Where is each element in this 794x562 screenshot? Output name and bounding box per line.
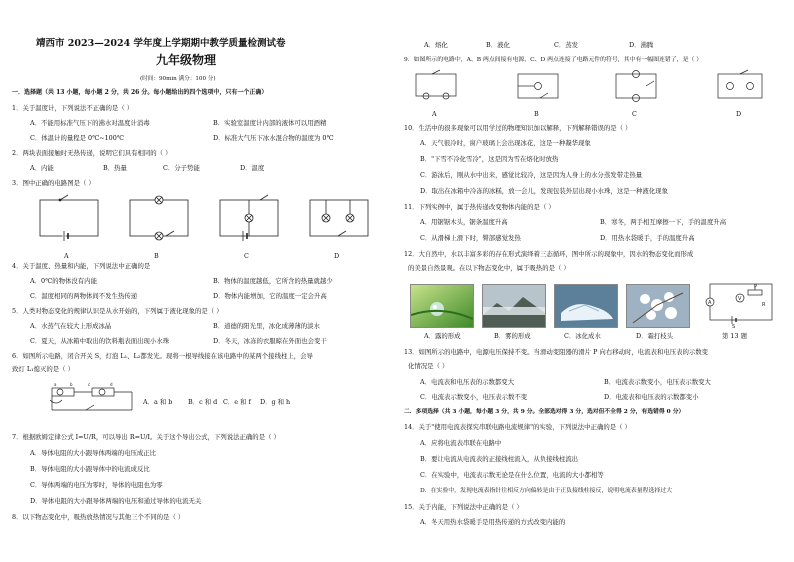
- dew-photo: [410, 284, 474, 328]
- q7-option-a: A．导体电阻的大小跟导体两端的电压成正比: [30, 449, 157, 457]
- q6-circuit-figure: [46, 378, 138, 418]
- q9-label-c: C: [632, 110, 637, 118]
- q3-circuit-figures: [38, 192, 378, 248]
- q12-stem: 12．大自然中，水以丰富多彩的存在形式演绎着三态循环，图中所示的现象中，因水的物态变化而形成: [404, 250, 694, 258]
- q4-option-b: B．物体的温度越低，它所含的热量就越少: [213, 277, 333, 285]
- q14-option-c: C．在实验中，电流表示数无论是在什么位置，电流的大小都相等: [420, 471, 604, 479]
- exam-meta: (时间：90min 满分：100 分): [140, 76, 216, 82]
- q5-option-b: B．道德的阳光里，冰化成薄薄的淡水: [213, 322, 320, 330]
- svg-text:S: S: [732, 324, 736, 328]
- q6-option-c: C．e 和 f: [223, 398, 251, 406]
- svg-text:V: V: [738, 296, 742, 302]
- q8-option-b: B．液化: [486, 41, 510, 49]
- q8-option-a: A．熔化: [424, 41, 448, 49]
- q9-label-a: A: [432, 110, 437, 118]
- q14-option-a: A．应将电流表串联在电路中: [420, 439, 502, 447]
- q1-stem: 1．关于温度计，下列说法不正确的是（ ）: [12, 104, 134, 112]
- q6-stem: 6．如图所示电路，闭合开关 S，灯泡 L₁、L₂都发光。现将一根导线接在该电路中的某两个接线柱上，会导: [12, 352, 313, 360]
- svg-text:A: A: [708, 300, 712, 306]
- q10-option-b: B．"下雪不冷化雪冷"，这是因为雪在熔化时放热: [420, 155, 559, 163]
- q11-option-b: B．寒冬，两手相互摩擦一下，手的温度升高: [600, 218, 727, 226]
- q12-stem-cont: 的美景自然景观。在以下物态变化中，属于吸热的是（ ）: [408, 264, 570, 272]
- q15-stem: 15．关于内能，下列说法中正确的是（ ）: [404, 503, 523, 511]
- q8-option-d: D．沸腾: [629, 41, 654, 49]
- section2-heading: 二．多项选择（共 3 小题，每小题 3 分，共 9 分。全部选对得 3 分，选对但不全得 2 分，有选错得 0 分）: [404, 409, 685, 415]
- q2-stem: 2．两块表面接触时无热传递，说明它们具有相同的（ ）: [12, 149, 172, 157]
- q6-option-d: D．g 和 h: [260, 398, 291, 406]
- q2-option-a: A．内能: [30, 164, 54, 172]
- q11-option-a: A．用锯锯木头，锯条温度升高: [420, 218, 508, 226]
- q9-stem: 9．如图所示的电路中，A、B 两点间接有电源，C、D 两点连接了电路元件的符号，其中有一幅图连错了，是（ ）: [404, 57, 703, 63]
- q9-label-b: B: [534, 110, 539, 118]
- q1-option-b: B．实验室温度计内部的液体可以用酒精: [213, 119, 327, 127]
- q13-option-c: C．电流表示数变小，电压表示数不变: [420, 393, 528, 401]
- q7-option-b: B．导体电阻的大小跟导体中的电流成反比: [30, 465, 150, 473]
- q5-option-d: D．冬天，冰冻的衣服晾在外面也会变干: [213, 337, 327, 345]
- exam-title: 靖西市 2023—2024 学年度上学期期中教学质量检测试卷: [36, 38, 286, 49]
- q3-label-c: C: [244, 252, 249, 260]
- q6-stem-cont: 致灯 L₁熄灭的是（ ）: [12, 365, 74, 373]
- q1-option-c: C．体温计的量程是 0℃~100℃: [30, 134, 124, 142]
- q13-option-b: B．电流表示数变小，电压表示数变大: [604, 378, 711, 386]
- q12-option-d: D．霜打枝头: [636, 332, 674, 340]
- q14-stem: 14．关于"使用电流表探究串联电路电流规律"的实验，下列说法中正确的是（ ）: [404, 423, 631, 431]
- q3-stem: 3．图中正确的电路图是（ ）: [12, 179, 95, 187]
- q9-label-d: D: [736, 110, 742, 118]
- left-column: [8, 0, 388, 562]
- q12-option-a: A．露的形成: [424, 332, 461, 340]
- q12-option-c: C．冰化成水: [564, 332, 601, 340]
- q7-option-d: D．导体电阻的大小跟导体两端的电压和通过导体的电流无关: [30, 497, 202, 505]
- right-column: [404, 0, 784, 562]
- q13-option-a: A．电流表和电压表的示数都变大: [420, 378, 515, 386]
- q7-option-c: C．导体两端的电压为零时，导体的电阻也为零: [30, 481, 163, 489]
- fog-photo: [482, 284, 546, 328]
- q14-option-b: B．要让电流从电流表的正接线柱流入，从负接线柱流出: [420, 455, 579, 463]
- q8-option-c: C．蒸发: [554, 41, 579, 49]
- q13-circuit-figure: [700, 276, 780, 328]
- q4-stem: 4．关于温度、热量和内能，下列说法中正确的是: [12, 262, 151, 270]
- q10-option-c: C．游泳后，刚从水中出来，感觉比较冷，这是因为人身上的水分蒸发带走热量: [420, 171, 643, 179]
- q1-option-d: D．标准大气压下冰水混合物的温度为 0℃: [213, 134, 334, 142]
- q15-option-a: A．冬天用热水袋暖手是用热传递的方式改变内能的: [420, 518, 566, 526]
- q2-option-c: C．分子势能: [163, 164, 200, 172]
- frost-photo: [626, 284, 690, 328]
- svg-text:R: R: [762, 302, 766, 308]
- q2-option-d: D．温度: [240, 164, 265, 172]
- q4-option-d: D．物体内能增加，它的温度一定会升高: [213, 292, 327, 300]
- q10-option-a: A．天气很冷时，窗户玻璃上会出现冰花，这是一种凝华现象: [420, 139, 591, 147]
- svg-text:a: a: [54, 382, 57, 387]
- q5-stem: 5．人类对物态变化的规律认识是从水开始的，下列属于液化现象的是（ ）: [12, 307, 223, 315]
- q11-option-d: D．用热水袋暖手，手的温度升高: [600, 234, 695, 242]
- subject-title: 九年级物理: [156, 53, 217, 67]
- q14-option-d: D．在实验中，发现电流表指针往相反方向偏转是由于正负接线柱接反，说明电流表量程选择过大: [420, 488, 673, 494]
- q3-label-d: D: [334, 252, 340, 260]
- q11-stem: 11．下列实例中，属于热传递改变物体内能的是（ ）: [404, 203, 555, 211]
- ice-melting-photo: [554, 284, 618, 328]
- q7-stem: 7．根据欧姆定律公式 I=U/R，可以导出 R=U/I。关于这个导出公式，下列说法正确的是（ ）: [12, 433, 280, 441]
- q6-option-a: A．a 和 b: [143, 398, 173, 406]
- q5-option-a: A．水蒸气在较大上形成冰晶: [30, 322, 112, 330]
- q9-circuit-figures: [410, 68, 794, 108]
- q10-stem: 10．生活中的很多现象可以用学过的物理知识加以解释，下列解释错误的是（ ）: [404, 124, 632, 132]
- q13-stem-cont: 化情况是（ ）: [408, 362, 449, 370]
- svg-text:d: d: [110, 382, 113, 387]
- q3-label-b: B: [154, 252, 159, 260]
- q4-option-c: C．温度相同的两物体间不发生热传递: [30, 292, 138, 300]
- q1-option-a: A．不能用标准气压下的沸水对温度计消毒: [30, 119, 150, 127]
- q4-option-a: A．0℃的物体没有内能: [30, 277, 97, 285]
- q5-option-c: C．夏天，从冰箱中取出的饮料瓶表面出现小水珠: [30, 337, 170, 345]
- q3-label-a: A: [64, 252, 69, 260]
- svg-text:b: b: [70, 382, 73, 387]
- svg-text:c: c: [88, 382, 91, 387]
- q6-option-b: B．c 和 d: [188, 398, 218, 406]
- q13-option-d: D．电流表和电压表的示数都变小: [604, 393, 699, 401]
- q12-option-b: B．雾的形成: [494, 332, 531, 340]
- section1-heading: 一．选择题（共 13 小题，每小题 2 分，共 26 分。每小题给出的四个选项中，只有一个正确）: [12, 89, 268, 96]
- q10-option-d: D．取出在冰箱中冷冻的冰糕，放一会儿，发现包装外层出现小水珠，这是一种液化现象: [420, 187, 668, 195]
- q8-stem: 8．以下物态变化中，吸热放热情况与其他三个不同的是（ ）: [12, 513, 185, 521]
- q11-option-c: C．从滑梯上滑下时，臀部感觉发热: [420, 234, 521, 242]
- q13-stem: 13．如图所示的电路中，电源电压保持不变。当滑动变阻器的滑片 P 向右移动时，电流表和电压表的示数变: [404, 348, 709, 356]
- q13-figure-label: 第 13 题: [722, 332, 747, 340]
- q2-option-b: B．热量: [103, 164, 127, 172]
- svg-text:P: P: [754, 284, 758, 290]
